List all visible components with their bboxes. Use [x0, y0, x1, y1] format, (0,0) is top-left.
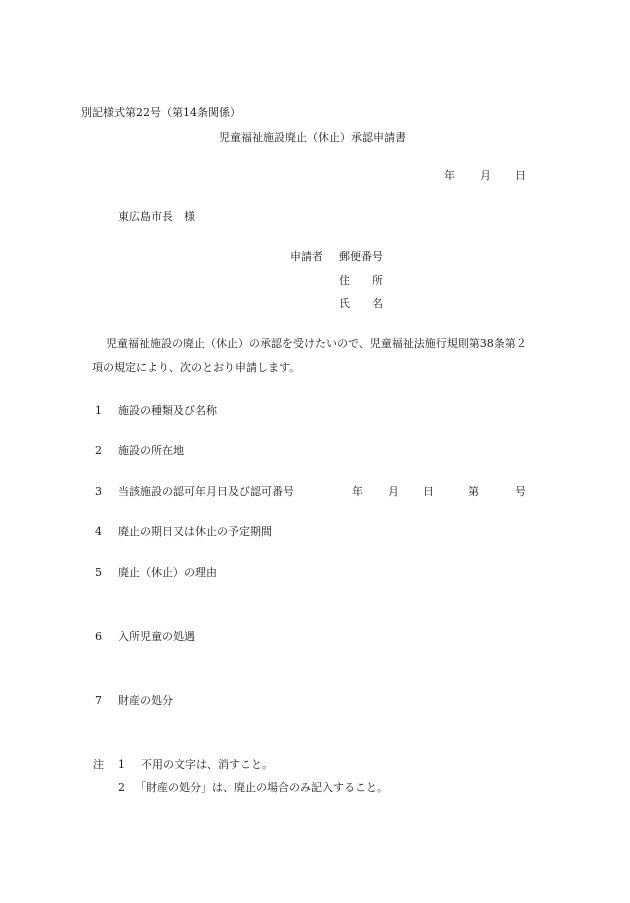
addressee: 東広島市長 様	[118, 210, 195, 223]
item-label: 廃止の期日又は休止の予定期間	[118, 525, 272, 538]
notes-label: 注	[93, 758, 104, 771]
item-number: 7	[95, 694, 102, 707]
body-line-1: 児童福祉施設の廃止（休止）の承認を受けたいので、児童福祉法施行規則第38条第２	[106, 337, 527, 350]
note-number: 2	[118, 781, 125, 794]
item-label: 入所児童の処遇	[118, 630, 195, 643]
item-number: 5	[95, 566, 102, 579]
address-label: 住 所	[339, 274, 383, 287]
item3-month: 月	[388, 485, 399, 498]
note-text: 不用の文字は、消すこと。	[141, 758, 273, 771]
item3-number-suffix: 号	[515, 485, 526, 498]
note-number: 1	[118, 758, 125, 771]
body-line-2: 項の規定により、次のとおり申請します。	[92, 361, 301, 374]
name-label: 氏 名	[339, 297, 383, 310]
item3-year: 年	[352, 485, 363, 498]
date-month: 月	[480, 169, 491, 182]
item-number: 6	[95, 630, 102, 643]
form-title: 児童福祉施設廃止（休止）承認申請書	[219, 131, 406, 144]
item-number: 3	[95, 485, 102, 498]
form-number: 別記様式第22号（第14条関係）	[81, 106, 241, 119]
item-number: 1	[95, 404, 102, 417]
item-number: 4	[95, 525, 102, 538]
item3-day: 日	[423, 485, 434, 498]
item-number: 2	[95, 444, 102, 457]
item-label: 財産の処分	[118, 694, 173, 707]
postal-code-label: 郵便番号	[339, 250, 383, 263]
item-label: 廃止（休止）の理由	[118, 566, 217, 579]
item-label: 施設の種類及び名称	[118, 404, 217, 417]
note-text: 「財産の処分」は、廃止の場合のみ記入すること。	[135, 781, 388, 794]
item3-number-prefix: 第	[468, 485, 479, 498]
date-year: 年	[444, 169, 455, 182]
item-label: 施設の所在地	[118, 444, 184, 457]
item-label: 当該施設の認可年月日及び認可番号	[118, 485, 294, 498]
date-day: 日	[515, 169, 526, 182]
applicant-label: 申請者	[290, 250, 323, 263]
